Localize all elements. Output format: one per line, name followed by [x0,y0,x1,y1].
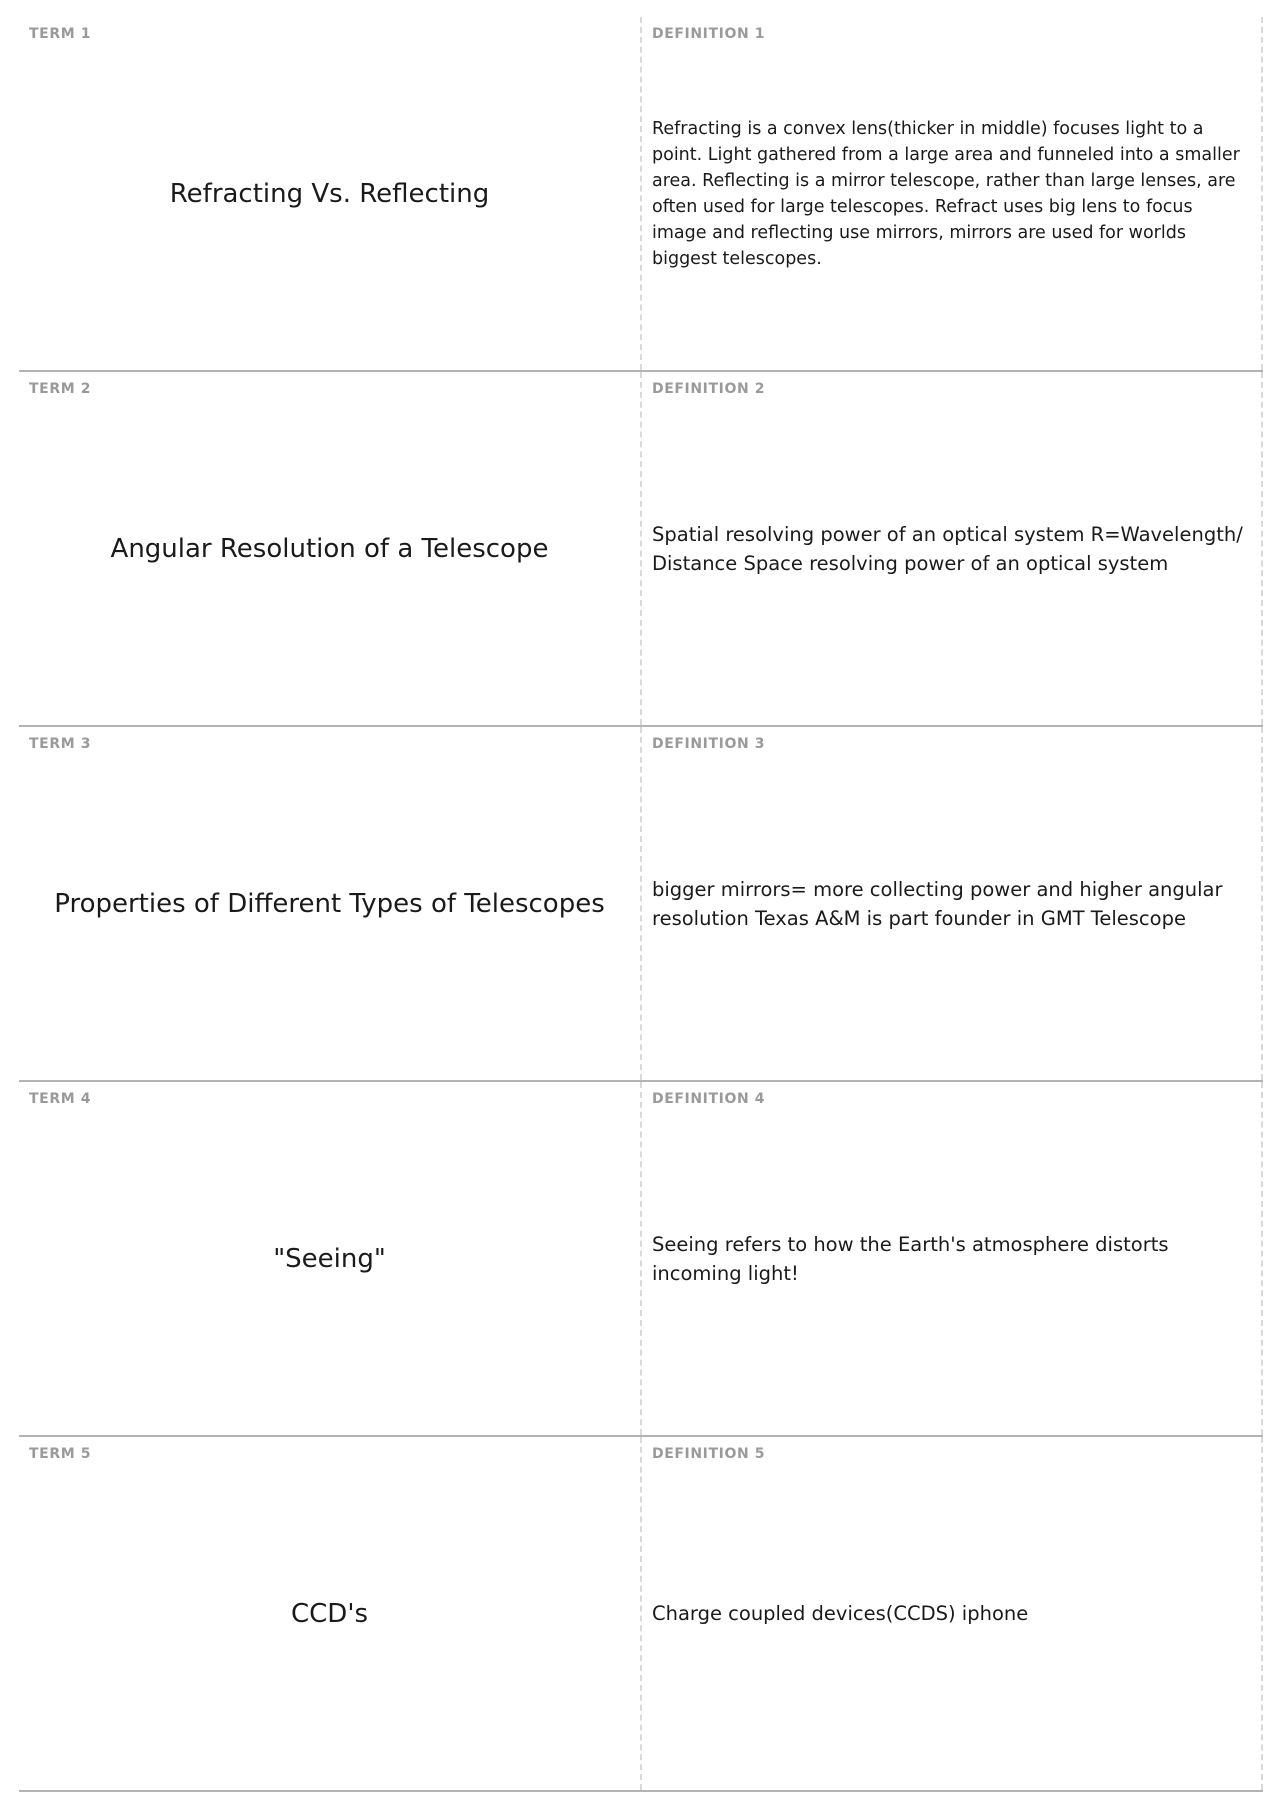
definition-cell [642,1082,1263,1435]
definition-text-wrap [642,1082,1261,1435]
definition-text: Refracting is a convex lens(thicker in middle) focuses light to a point. Light gathered from a large area and funneled into a smaller area. Reflecting is a mirror telescope, rather than large lenses, are often used for large telescopes. Refract uses big lens to focus image and reflecting use mirrors, mirrors are used for worlds biggest telescopes. [652,118,1240,269]
definition-text: Charge coupled devices(CCDS) iphone [652,1602,1029,1625]
definition-label: DEFINITION 5 [652,1446,766,1462]
definition-text: Spatial resolving power of an optical system R=Wavelength/ Distance Space resolving power of an optical system [652,522,1243,575]
flashcard-row [19,372,1263,727]
term-cell [19,1082,642,1435]
definition-text: bigger mirrors= more collecting power and higher angular resolution Texas A&M is part founder in GMT Telescope [652,877,1223,930]
definition-text-wrap [642,727,1261,1080]
definition-label: DEFINITION 2 [652,381,766,397]
term-cell [19,1437,642,1790]
definition-cell [642,372,1263,725]
term-cell [19,727,642,1080]
term-cell [19,372,642,725]
term-label: TERM 4 [29,1091,92,1107]
term-label: TERM 5 [29,1446,92,1462]
definition-label: DEFINITION 3 [652,736,766,752]
term-text: "Seeing" [273,1243,386,1274]
definition-text-wrap [642,372,1261,725]
definition-text: Seeing refers to how the Earth's atmosphere distorts incoming light! [652,1232,1169,1285]
flashcard-row [19,727,1263,1082]
flashcard-row [19,17,1263,372]
definition-label: DEFINITION 4 [652,1091,766,1107]
term-text: Refracting Vs. Reflecting [169,178,490,209]
term-text: Properties of Different Types of Telescopes [54,888,605,919]
definition-cell [642,1437,1263,1790]
definition-text-wrap [642,1437,1261,1790]
definition-cell [642,727,1263,1080]
term-label: TERM 3 [29,736,92,752]
flashcard-sheet [19,17,1263,1792]
term-text: Angular Resolution of a Telescope [110,533,549,564]
flashcard-row [19,1437,1263,1792]
definition-cell [642,17,1263,370]
term-text: CCD's [290,1598,369,1629]
flashcard-row [19,1082,1263,1437]
term-cell [19,17,642,370]
term-label: TERM 1 [29,26,92,42]
definition-label: DEFINITION 1 [652,26,766,42]
term-label: TERM 2 [29,381,92,397]
definition-text-wrap [642,17,1261,370]
